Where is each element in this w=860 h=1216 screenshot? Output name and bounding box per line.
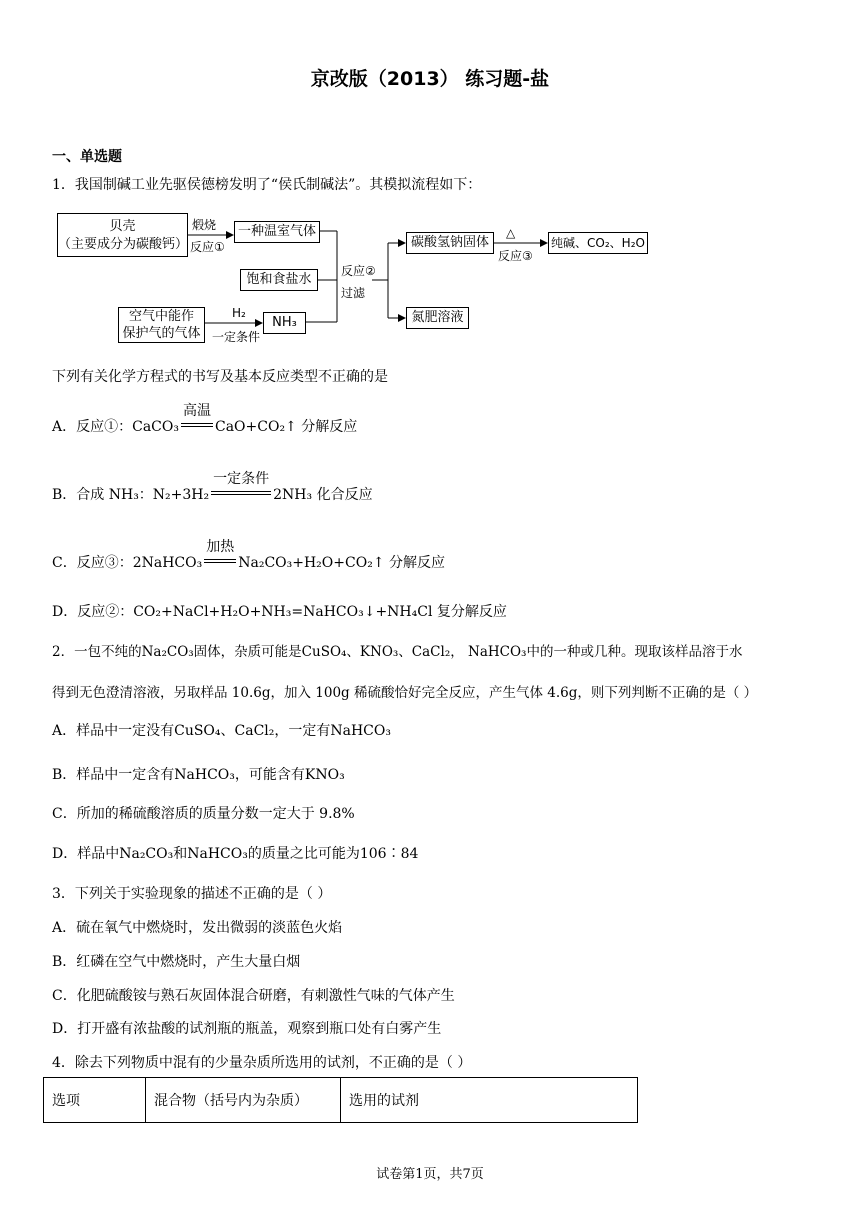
q3-option-b: B．红磷在空气中燃烧时，产生大量白烟: [52, 954, 301, 970]
q1-a-reactants: A．反应①：CaCO₃: [52, 419, 179, 435]
q1-option-c: [52, 539, 445, 572]
q3-option-a: A．硫在氧气中燃烧时，发出微弱的淡蓝色火焰: [52, 920, 343, 936]
q1-option-d: D．反应②：CO₂+NaCl+H₂O+NH₃=NaHCO₃↓+NH₄Cl 复分解反应: [52, 604, 507, 620]
h2-label: H₂: [232, 306, 246, 320]
q1-c-products: Na₂CO₃+H₂O+CO₂↑ 分解反应: [238, 555, 445, 571]
q2-option-d: D．样品中Na₂CO₃和NaHCO₃的质量之比可能为106∶84: [52, 846, 419, 862]
products-box: 纯碱、CO₂、H₂O: [548, 232, 648, 254]
air-gas-label: 空气中能作: [128, 309, 194, 324]
q1-a-condition: [181, 403, 213, 435]
nahco3-box: 碳酸氢钠固体: [406, 232, 494, 254]
page-footer: 试卷第1页，共7页: [376, 1167, 484, 1182]
q3-option-d: D．打开盛有浓盐酸的试剂瓶的瓶盖，观察到瓶口处有白雾产生: [52, 1021, 442, 1037]
heat-symbol: △: [506, 226, 516, 240]
q1-c-condition: [204, 539, 236, 571]
q1-stem: 1．我国制碱工业先驱侯德榜发明了“侯氏制碱法”。其模拟流程如下：: [52, 177, 482, 193]
q4-table: [43, 1077, 638, 1123]
shell-label: 贝壳: [109, 219, 136, 234]
q2-option-c: C．所加的稀硫酸溶质的质量分数一定大于 9.8%: [52, 806, 355, 822]
reaction3-label: 反应③: [498, 249, 533, 263]
section-heading: 一、单选题: [52, 149, 122, 165]
q4-stem: 4．除去下列物质中混有的少量杂质所选用的试剂，不正确的是（ ）: [52, 1055, 472, 1071]
q3-stem: 3．下列关于实验现象的描述不正确的是（ ）: [52, 886, 332, 902]
q1-c-reactants: C．反应③：2NaHCO₃: [52, 555, 203, 571]
brine-box: 饱和食盐水: [240, 269, 318, 291]
greenhouse-gas-box: 一种温室气体: [234, 221, 320, 243]
calcine-label: 煅烧: [192, 218, 217, 232]
table-header-row: [44, 1078, 638, 1123]
header-mixture: 混合物（括号内为杂质）: [146, 1078, 341, 1123]
q1-b-condition: [211, 471, 271, 503]
reaction1-label: 反应①: [190, 240, 225, 254]
q2-stem-line2: 得到无色澄清溶液，另取样品 10.6g，加入 100g 稀硫酸恰好完全反应，产生气体 4.6g，则下列判断不正确的是（ ）: [52, 685, 758, 701]
q2-option-b: B．样品中一定含有NaHCO₃，可能含有KNO₃: [52, 767, 345, 783]
q1-b-reactants: B．合成 NH₃：N₂+3H₂: [52, 487, 210, 503]
q1-c-condition-label: 加热: [206, 539, 235, 555]
q2-stem-line1: 2．一包不纯的Na₂CO₃固体，杂质可能是CuSO₄、KNO₃、CaCl₂， NaHCO₃中的一种或几种。现取该样品溶于水: [52, 644, 743, 660]
q3-option-c: C．化肥硫酸铵与熟石灰固体混合研磨，有刺激性气味的气体产生: [52, 988, 455, 1004]
q1-option-a: [52, 403, 358, 436]
nh3-box: NH₃: [263, 312, 306, 334]
filter-label: 过滤: [341, 286, 366, 300]
condition-label: 一定条件: [212, 330, 261, 344]
q1-option-b: [52, 471, 373, 504]
shell-box: [57, 213, 188, 257]
header-reagent: 选用的试剂: [341, 1078, 638, 1123]
q1-a-products: CaO+CO₂↑ 分解反应: [214, 419, 358, 435]
header-option: 选项: [44, 1078, 146, 1123]
q1-b-condition-label: 一定条件: [213, 471, 270, 487]
q2-option-a: A．样品中一定没有CuSO₄、CaCl₂，一定有NaHCO₃: [52, 723, 391, 739]
air-gas-sublabel: 保护气的气体: [122, 326, 201, 341]
reaction2-label: 反应②: [341, 264, 376, 278]
q1-prompt: 下列有关化学方程式的书写及基本反应类型不正确的是: [52, 369, 388, 385]
air-gas-box: [118, 307, 205, 343]
page-title: 京改版（2013） 练习题-盐: [310, 68, 550, 90]
q1-b-products: 2NH₃ 化合反应: [273, 487, 373, 503]
shell-sublabel: （主要成分为碳酸钙）: [58, 237, 189, 252]
fertilizer-box: 氮肥溶液: [406, 307, 469, 329]
q1-a-condition-label: 高温: [182, 403, 211, 419]
